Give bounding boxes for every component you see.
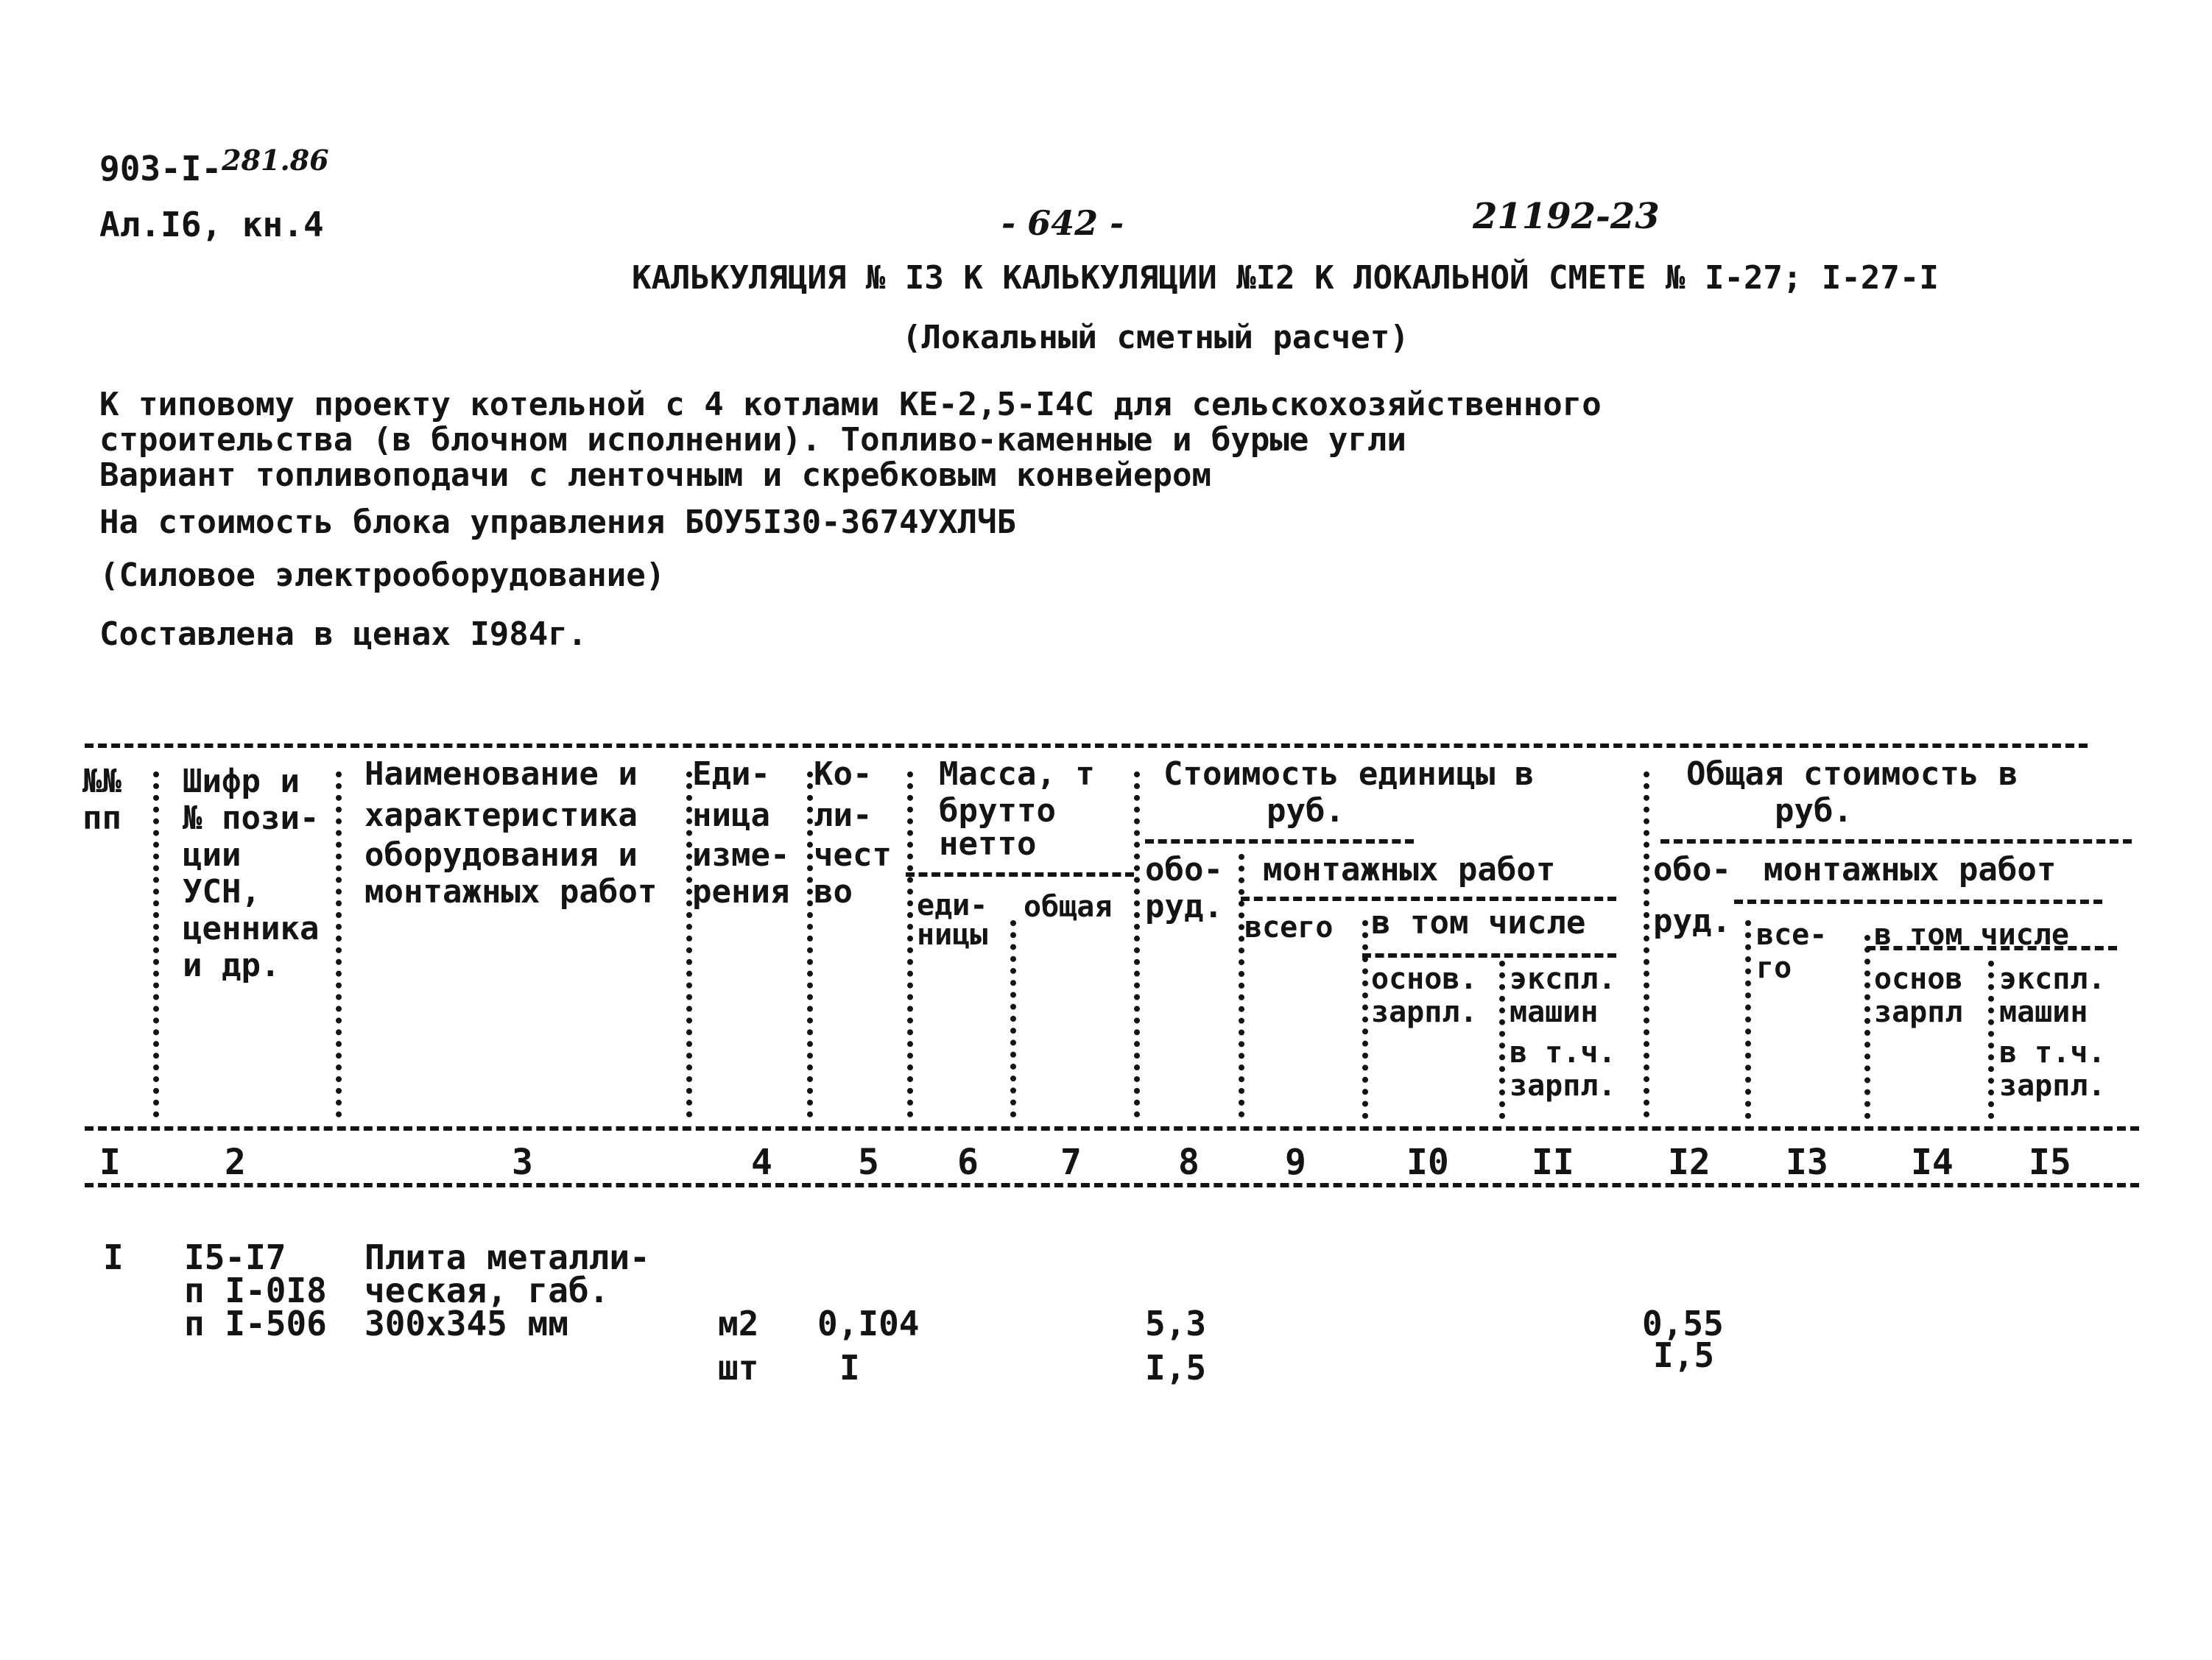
cost-object-line: На стоимость блока управления БОУ5I30-3674УХЛЧБ [99, 504, 1017, 541]
header-general-base-2: зарпл [1874, 995, 1963, 1029]
doc-code-prefix: 903-I- [99, 149, 222, 188]
row-equip-total-cost-1: 0,55 [1642, 1304, 1724, 1343]
sheet-code: 21192-23 [1473, 196, 1660, 237]
column-number-rule [85, 1183, 2139, 1187]
description-line-3: Вариант топливоподачи с ленточным и скребковым конвейером [99, 456, 1211, 494]
col-sep [1864, 935, 1870, 1119]
header-name-1: Наименование и [364, 755, 638, 793]
row-code-1: I5-I7 [184, 1237, 286, 1277]
header-total: всего [1244, 911, 1334, 944]
header-code-6: и др. [183, 947, 281, 984]
header-general-total-2: го [1756, 951, 1792, 985]
header-code-2: № пози- [183, 799, 320, 837]
row-name-1: Плита металли- [364, 1237, 650, 1277]
col-sep [1745, 920, 1751, 1119]
header-mass-total: общая [1024, 890, 1113, 924]
header-num: №№ [82, 763, 121, 800]
header-general-equip-2: руд. [1653, 903, 1731, 940]
header-mass-unit-2: ницы [917, 918, 988, 952]
header-equip-2: руд. [1145, 888, 1223, 925]
header-general-base-1: основ [1874, 962, 1963, 996]
header-name-2: характеристика [364, 797, 638, 834]
header-mass-unit-1: еди- [917, 889, 988, 922]
header-mass-net: нетто [939, 825, 1037, 863]
unit-cost-rule [1145, 839, 1414, 844]
col-sep [336, 771, 342, 1117]
doc-code-handwritten: 281.86 [222, 144, 329, 177]
header-machines-2: машин [1510, 995, 1599, 1029]
header-general-cost-rub: руб. [1775, 792, 1853, 830]
header-qty-3: чест [814, 836, 892, 874]
header-equip-1: обо- [1145, 851, 1223, 889]
header-general-including: в том числе [1874, 918, 2069, 952]
header-code-4: УСН, [183, 873, 261, 911]
table-top-rule [85, 744, 2088, 748]
column-number: 9 [1285, 1142, 1306, 1183]
header-unit-4: рения [692, 873, 790, 911]
page-number: - 642 - [1001, 203, 1124, 243]
header-base-salary-2: зарпл. [1371, 995, 1478, 1029]
header-general-equip-1: обо- [1653, 851, 1731, 889]
header-unit-1: Еди- [692, 755, 770, 793]
header-mass-gross: брутто [939, 792, 1056, 830]
col-sep [807, 771, 813, 1117]
header-qty-2: ли- [814, 797, 873, 834]
header-code-5: ценника [183, 910, 320, 947]
col-sep [153, 771, 159, 1117]
column-number: 8 [1178, 1142, 1200, 1183]
col-sep [1644, 771, 1649, 1117]
row-qty-1: 0,I04 [817, 1304, 920, 1343]
header-including: в том числе [1371, 904, 1586, 942]
doc-code [99, 144, 329, 188]
column-number: I [99, 1142, 121, 1183]
column-number: 7 [1060, 1142, 1082, 1183]
row-unit-1: м2 [718, 1304, 759, 1343]
install-rule [1241, 897, 1616, 901]
col-sep [1499, 961, 1505, 1119]
row-equip-total-cost-2: I,5 [1653, 1335, 1715, 1375]
column-number: II [1532, 1142, 1574, 1183]
header-unit-2: ница [692, 797, 770, 834]
header-general-cost: Общая стоимость в [1686, 755, 2018, 793]
header-general-machines-1: экспл. [1999, 962, 2106, 996]
col-sep [1010, 920, 1016, 1117]
header-code-1: Шифр и [183, 763, 300, 800]
header-unit-cost-rub: руб. [1267, 792, 1345, 830]
col-sep [1988, 961, 1994, 1119]
column-number: 4 [751, 1142, 772, 1183]
row-code-2: п I-0I8 [184, 1271, 327, 1310]
header-mass: Масса, т [939, 755, 1095, 793]
header-bottom-rule [85, 1126, 2139, 1131]
column-number: 6 [957, 1142, 979, 1183]
header-general-machines-3: в т.ч. [1999, 1036, 2106, 1070]
header-machines-4: зарпл. [1510, 1069, 1616, 1103]
prices-line: Составлена в ценах I984г. [99, 615, 588, 653]
page-title: КАЛЬКУЛЯЦИЯ № I3 К КАЛЬКУЛЯЦИИ №I2 К ЛОКАЛЬНОЙ СМЕТЕ № I-27; I-27-I [632, 259, 1939, 297]
header-general-machines-2: машин [1999, 995, 2088, 1029]
header-base-salary-1: основ. [1371, 962, 1478, 996]
header-qty-4: во [814, 873, 853, 911]
column-number: I4 [1911, 1142, 1954, 1183]
header-general-total-1: все- [1756, 918, 1828, 952]
row-number: I [103, 1237, 124, 1277]
header-machines-1: экспл. [1510, 962, 1616, 996]
header-qty-1: Ко- [814, 755, 873, 793]
header-code-3: ции [183, 836, 242, 874]
row-unit-2: шт [718, 1348, 759, 1388]
header-num-2: пп [82, 799, 121, 837]
column-number: I3 [1786, 1142, 1828, 1183]
column-number: I0 [1406, 1142, 1449, 1183]
header-unit-cost: Стоимость единицы в [1163, 755, 1535, 793]
general-cost-rule [1660, 839, 2132, 844]
column-number: 3 [512, 1142, 533, 1183]
col-sep [686, 771, 692, 1117]
page-subtitle: (Локальный сметный расчет) [902, 319, 1409, 356]
column-number: 5 [858, 1142, 879, 1183]
col-sep [1362, 920, 1368, 1119]
col-sep [907, 771, 913, 1117]
mass-rule [906, 872, 1134, 877]
including-rule [1362, 953, 1616, 958]
header-name-4: монтажных работ [364, 873, 658, 911]
header-general-machines-4: зарпл. [1999, 1069, 2106, 1103]
header-machines-3: в т.ч. [1510, 1036, 1616, 1070]
column-number: I2 [1668, 1142, 1711, 1183]
header-name-3: оборудования и [364, 836, 638, 874]
row-equip-unit-cost-2: I,5 [1145, 1348, 1207, 1388]
row-name-2: ческая, габ. [364, 1271, 610, 1310]
col-sep [1239, 854, 1244, 1117]
header-install: монтажных работ [1263, 851, 1556, 889]
row-qty-2: I [839, 1348, 860, 1388]
col-sep [1134, 771, 1140, 1117]
column-number: I5 [2029, 1142, 2071, 1183]
header-unit-3: изме- [692, 836, 790, 874]
column-number: 2 [225, 1142, 246, 1183]
section-line: (Силовое электрооборудование) [99, 557, 666, 594]
album-label: Ал.I6, кн.4 [99, 205, 324, 244]
description-line-2: строительства (в блочном исполнении). Топливо-каменные и бурые угли [99, 421, 1406, 459]
row-equip-unit-cost-1: 5,3 [1145, 1304, 1207, 1343]
row-name-3: 300х345 мм [364, 1304, 568, 1343]
header-general-install: монтажных работ [1764, 851, 2057, 889]
row-code-3: п I-506 [184, 1304, 327, 1343]
install-rule-2 [1734, 900, 2102, 904]
description-line-1: К типовому проекту котельной с 4 котлами КЕ-2,5-I4С для сельскохозяйственного [99, 386, 1602, 423]
